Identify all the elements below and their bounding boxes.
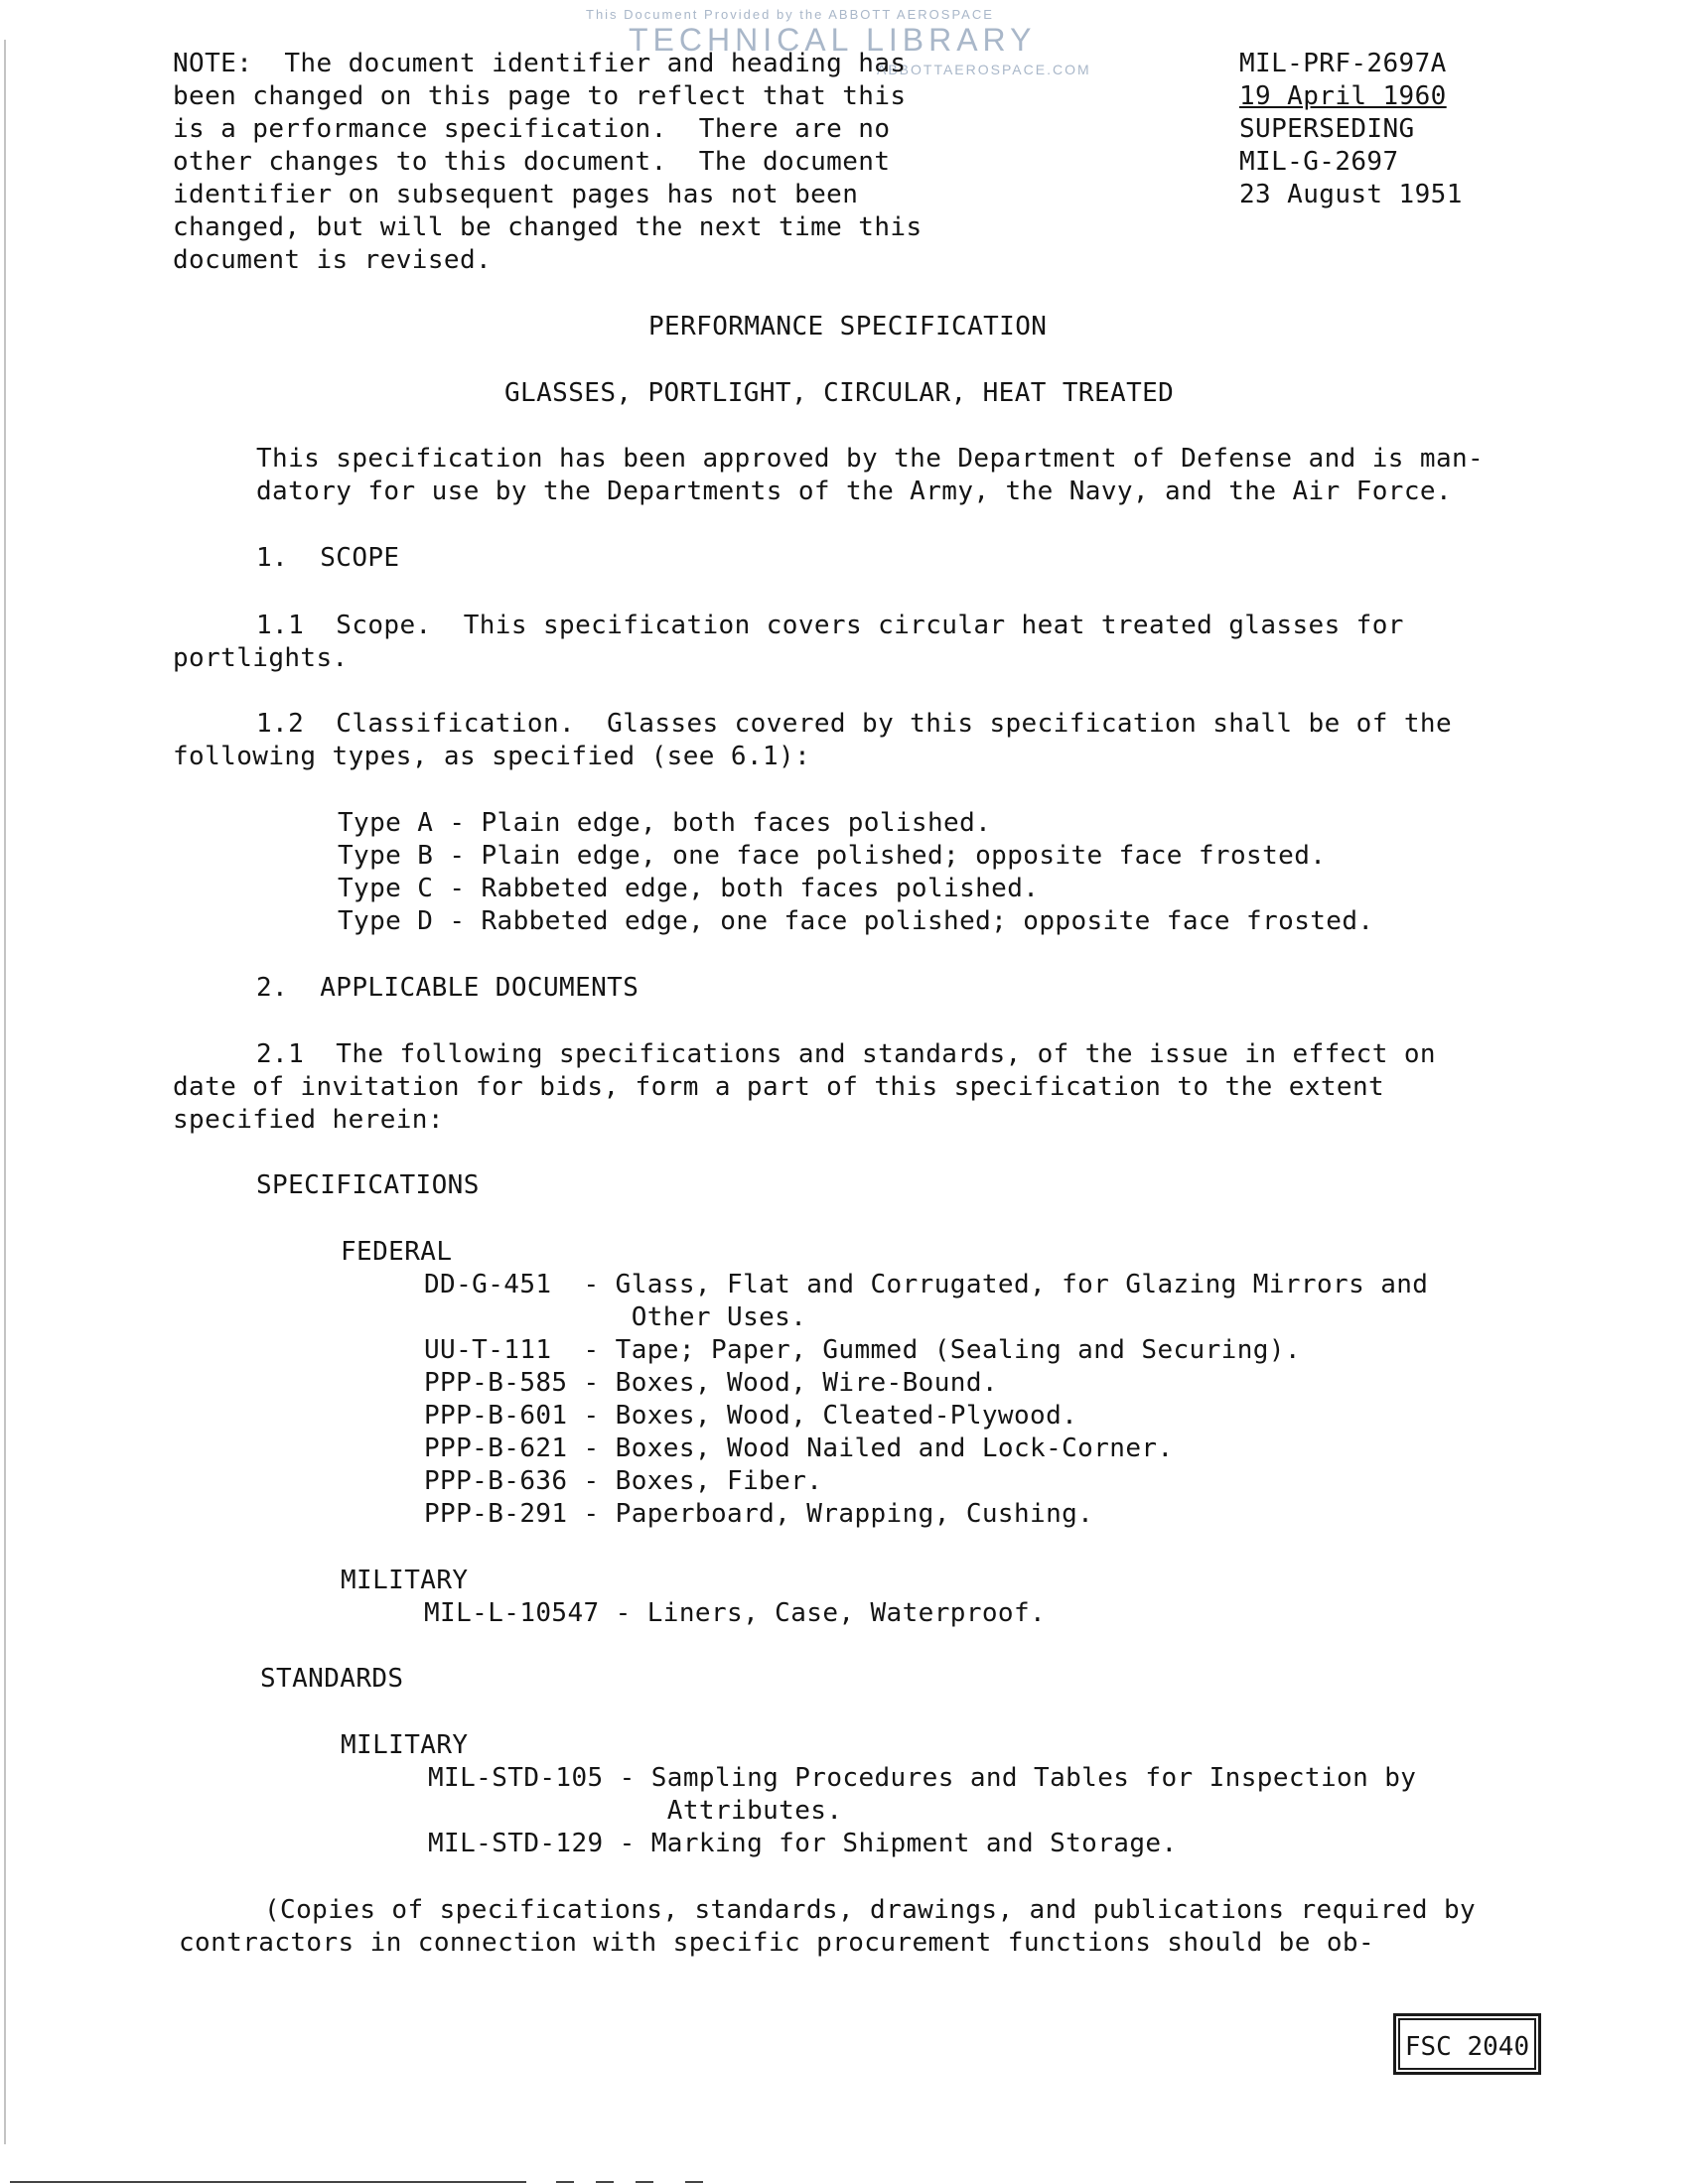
federal-spec-line: DD-G-451 - Glass, Flat and Corrugated, for Glazing Mirrors and bbox=[424, 1270, 1429, 1299]
scan-bottom-dash bbox=[636, 2181, 653, 2183]
copies-line: contractors in connection with specific procurement functions should be ob- bbox=[179, 1928, 1374, 1958]
federal-spec-line: PPP-B-291 - Paperboard, Wrapping, Cushing. bbox=[424, 1499, 1094, 1529]
std-military-label: MILITARY bbox=[341, 1730, 469, 1760]
scan-bottom-dash bbox=[596, 2181, 614, 2183]
applicable-intro-line: date of invitation for bids, form a part of this specification to the extent bbox=[173, 1072, 1385, 1102]
note-line: NOTE: The document identifier and heading has bbox=[173, 49, 907, 78]
spec-heading: PERFORMANCE SPECIFICATION bbox=[648, 312, 1048, 341]
spec-title: GLASSES, PORTLIGHT, CIRCULAR, HEAT TREATED bbox=[504, 378, 1175, 408]
section-1-heading: 1. SCOPE bbox=[256, 543, 400, 573]
type-item: Type A - Plain edge, both faces polished. bbox=[338, 808, 992, 838]
federal-spec-line: PPP-B-601 - Boxes, Wood, Cleated-Plywood. bbox=[424, 1401, 1078, 1431]
note-line: document is revised. bbox=[173, 245, 493, 275]
scope-line: portlights. bbox=[173, 643, 349, 673]
federal-spec-line: UU-T-111 - Tape; Paper, Gummed (Sealing and Securing). bbox=[424, 1335, 1301, 1365]
federal-spec-line: PPP-B-636 - Boxes, Fiber. bbox=[424, 1466, 823, 1496]
old-doc-number: MIL-G-2697 bbox=[1239, 147, 1399, 177]
scan-bottom-line bbox=[10, 2181, 526, 2183]
approval-line: This specification has been approved by the Department of Defense and is man- bbox=[256, 444, 1485, 474]
note-line: identifier on subsequent pages has not been bbox=[173, 180, 859, 209]
standards-label: STANDARDS bbox=[260, 1664, 404, 1694]
federal-spec-line: PPP-B-585 - Boxes, Wood, Wire-Bound. bbox=[424, 1368, 998, 1398]
watermark-top-line: This Document Provided by the ABBOTT AEROSPACE bbox=[586, 7, 994, 22]
watermark-url: ABBOTTAEROSPACE.COM bbox=[877, 62, 1091, 77]
federal-label: FEDERAL bbox=[341, 1237, 453, 1267]
watermark-title: TECHNICAL LIBRARY bbox=[629, 22, 1037, 58]
section-2-heading: 2. APPLICABLE DOCUMENTS bbox=[256, 973, 639, 1003]
doc-number: MIL-PRF-2697A bbox=[1239, 49, 1447, 78]
approval-line: datory for use by the Departments of the Army, the Navy, and the Air Force. bbox=[256, 477, 1452, 506]
note-line: other changes to this document. The document bbox=[173, 147, 891, 177]
note-line: changed, but will be changed the next time this bbox=[173, 212, 923, 242]
old-doc-date: 23 August 1951 bbox=[1239, 180, 1463, 209]
applicable-intro-line: specified herein: bbox=[173, 1105, 444, 1135]
note-line: is a performance specification. There are no bbox=[173, 114, 891, 144]
type-item: Type D - Rabbeted edge, one face polished; opposite face frosted. bbox=[338, 906, 1374, 936]
federal-spec-line: PPP-B-621 - Boxes, Wood Nailed and Lock-Corner. bbox=[424, 1433, 1174, 1463]
standard-line: Attributes. bbox=[428, 1796, 843, 1826]
doc-date: 19 April 1960 bbox=[1239, 81, 1447, 111]
specifications-label: SPECIFICATIONS bbox=[256, 1170, 480, 1200]
scan-edge-line bbox=[4, 40, 6, 2144]
military-label: MILITARY bbox=[341, 1566, 469, 1595]
type-item: Type B - Plain edge, one face polished; opposite face frosted. bbox=[338, 841, 1327, 871]
classification-line: following types, as specified (see 6.1): bbox=[173, 742, 811, 771]
superseding-label: SUPERSEDING bbox=[1239, 114, 1415, 144]
military-spec-line: MIL-L-10547 - Liners, Case, Waterproof. bbox=[424, 1598, 1047, 1628]
classification-line: 1.2 Classification. Glasses covered by this specification shall be of the bbox=[256, 709, 1452, 739]
standard-line: MIL-STD-105 - Sampling Procedures and Tables for Inspection by bbox=[428, 1763, 1417, 1793]
scope-line: 1.1 Scope. This specification covers circular heat treated glasses for bbox=[256, 611, 1404, 640]
scan-bottom-dash bbox=[685, 2181, 703, 2183]
fsc-code-box: FSC 2040 bbox=[1393, 2013, 1541, 2075]
applicable-intro-line: 2.1 The following specifications and standards, of the issue in effect on bbox=[256, 1039, 1436, 1069]
copies-line: (Copies of specifications, standards, drawings, and publications required by bbox=[264, 1895, 1477, 1925]
federal-spec-line: Other Uses. bbox=[424, 1302, 807, 1332]
scan-bottom-dash bbox=[556, 2181, 574, 2183]
standard-line: MIL-STD-129 - Marking for Shipment and Storage. bbox=[428, 1829, 1178, 1858]
type-item: Type C - Rabbeted edge, both faces polished. bbox=[338, 874, 1040, 903]
note-line: been changed on this page to reflect that this bbox=[173, 81, 907, 111]
